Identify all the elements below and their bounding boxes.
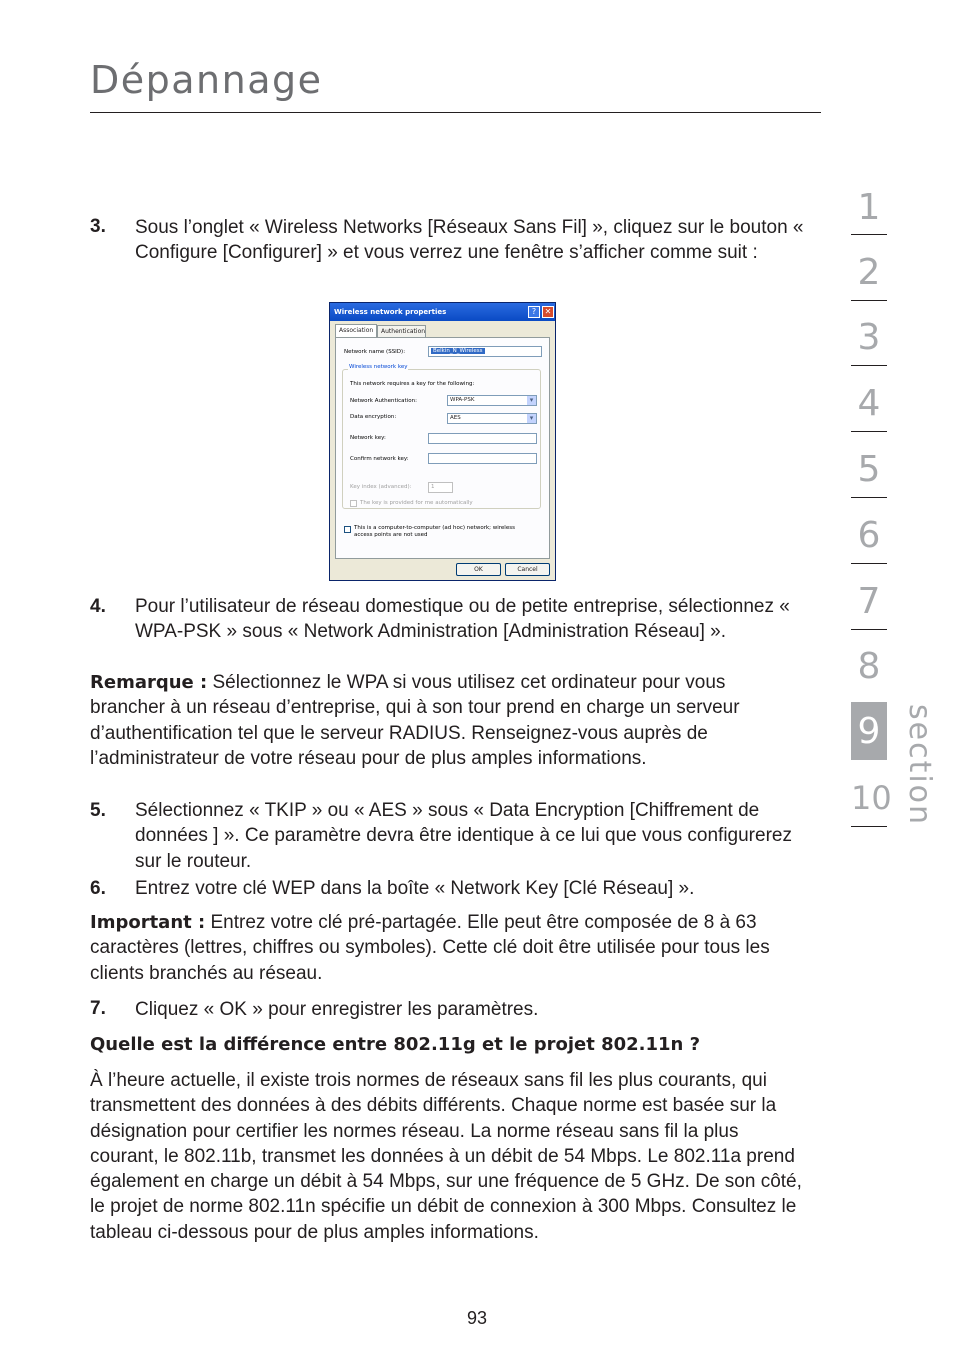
remark-paragraph [90, 670, 802, 771]
tab-authentication[interactable]: Authentication [377, 325, 426, 337]
step-6-text: Entrez votre clé WEP dans la boîte « Network Key [Clé Réseau] ». [135, 878, 695, 899]
page-number: 93 [466, 1308, 488, 1328]
step-7-number: 7. [90, 998, 106, 1019]
section-9[interactable]: 9 [857, 711, 881, 752]
encryption-label: Data encryption: [350, 414, 397, 420]
confirm-key-input[interactable] [428, 453, 537, 464]
network-key-input[interactable] [428, 433, 537, 444]
auth-label: Network Authentication: [350, 398, 417, 404]
tab-association[interactable]: Association [335, 324, 377, 338]
section-8[interactable]: 8 [857, 646, 881, 687]
important-label: Important : [90, 912, 206, 933]
section-label-text: section [902, 704, 937, 827]
section-6[interactable]: 6 [857, 515, 881, 556]
step-7-text: Cliquez « OK » pour enregistrer les paramètres. [135, 999, 539, 1020]
important-paragraph [90, 910, 802, 986]
confirm-key-label: Confirm network key: [350, 456, 409, 462]
cancel-button[interactable]: Cancel [505, 563, 550, 576]
section-divider [851, 497, 887, 498]
key-index-label: Key index (advanced): [350, 484, 412, 490]
remark-text: Sélectionnez le WPA si vous utilisez cet ordinateur pour vous brancher à un réseau d’entreprise, qui à son tour prend en charge un serveur d’authentification tel que le serveur RADIUS. Renseignez-vous auprès de l’administrateur de votre réseau pour de plus amples informations. [90, 672, 740, 769]
step-4-number: 4. [90, 596, 106, 617]
group-legend: Wireless network key [349, 364, 408, 370]
section-divider [851, 629, 887, 630]
help-button[interactable]: ? [528, 306, 540, 318]
adhoc-checkbox[interactable] [344, 526, 351, 533]
section-divider [851, 826, 887, 827]
question-heading: Quelle est la différence entre 802.11g et le projet 802.11n ? [90, 1034, 701, 1055]
adhoc-label: This is a computer-to-computer (ad hoc) network; wireless access points are not used [354, 525, 515, 538]
section-divider [851, 431, 887, 432]
auto-key-label: The key is provided for me automatically [360, 500, 473, 506]
close-button[interactable]: ✕ [542, 306, 554, 318]
step-6-number: 6. [90, 878, 106, 899]
network-key-label: Network key: [350, 435, 386, 441]
title-rule [90, 112, 821, 113]
section-label [890, 700, 937, 827]
auto-key-checkbox[interactable] [350, 500, 357, 507]
dialog-title: Wireless network properties [330, 303, 555, 321]
encryption-select[interactable]: AES ▾ [447, 413, 537, 424]
auth-select[interactable]: WPA-PSK ▾ [447, 395, 537, 406]
step-5-number: 5. [90, 800, 106, 821]
step-3-text: Sous l’onglet « Wireless Networks [Réseaux Sans Fil] », cliquez sur le bouton « Configure [Configurer] » et vous verrez une fenêtre s’afficher comme suit : [135, 217, 804, 264]
step-3-number: 3. [90, 216, 106, 237]
ssid-label: Network name (SSID): [344, 349, 406, 355]
group-description: This network requires a key for the following: [350, 381, 475, 387]
section-10[interactable]: 10 [851, 779, 892, 817]
section-divider [851, 365, 887, 366]
key-index-spinner[interactable]: 1 [428, 482, 453, 493]
ok-button[interactable]: OK [456, 563, 501, 576]
step-5-text: Sélectionnez « TKIP » ou « AES » sous « Data Encryption [Chiffrement de données ] ». Ce paramètre devra être identique à ce lui que vous configurerez sur le routeur. [135, 800, 792, 872]
section-2[interactable]: 2 [857, 252, 881, 293]
page-title: Dépannage [90, 58, 323, 102]
step-4-text: Pour l’utilisateur de réseau domestique ou de petite entreprise, sélectionnez « WPA-PSK » sous « Network Administration [Administration Réseau] ». [135, 596, 790, 643]
ssid-value: Belkin_N_Wireless [433, 348, 483, 354]
important-text: Entrez votre clé pré-partagée. Elle peut être composée de 8 à 63 caractères (lettres, chiffres ou symboles). Cette clé doit être utilisée pour tous les clients branchés au réseau. [90, 912, 770, 984]
section-1[interactable]: 1 [857, 187, 881, 228]
section-divider [851, 234, 887, 235]
section-divider [851, 300, 887, 301]
section-divider [851, 563, 887, 564]
remark-label: Remarque : [90, 672, 208, 693]
wireless-properties-dialog [329, 302, 556, 581]
section-3[interactable]: 3 [857, 317, 881, 358]
question-body: À l’heure actuelle, il existe trois normes de réseaux sans fil les plus courants, qui transmettent des données à des débits différents. Chaque norme est basée sur la désignation pour certifier les normes réseau. La norme réseau sans fil la plus courant, le 802.11b, transmet les données à un débit de 54 Mbps. Le 802.11a prend également en charge un débit à 54 Mbps, sur une fréquence de 5 GHz. De son côté, le projet de norme 802.11n spécifie un débit de connexion à 300 Mbps. Consultez le tableau ci-dessous pour de plus amples informations. [90, 1070, 802, 1243]
section-5[interactable]: 5 [857, 449, 881, 490]
section-4[interactable]: 4 [857, 383, 881, 424]
section-7[interactable]: 7 [857, 581, 881, 622]
ssid-input[interactable] [428, 346, 542, 357]
